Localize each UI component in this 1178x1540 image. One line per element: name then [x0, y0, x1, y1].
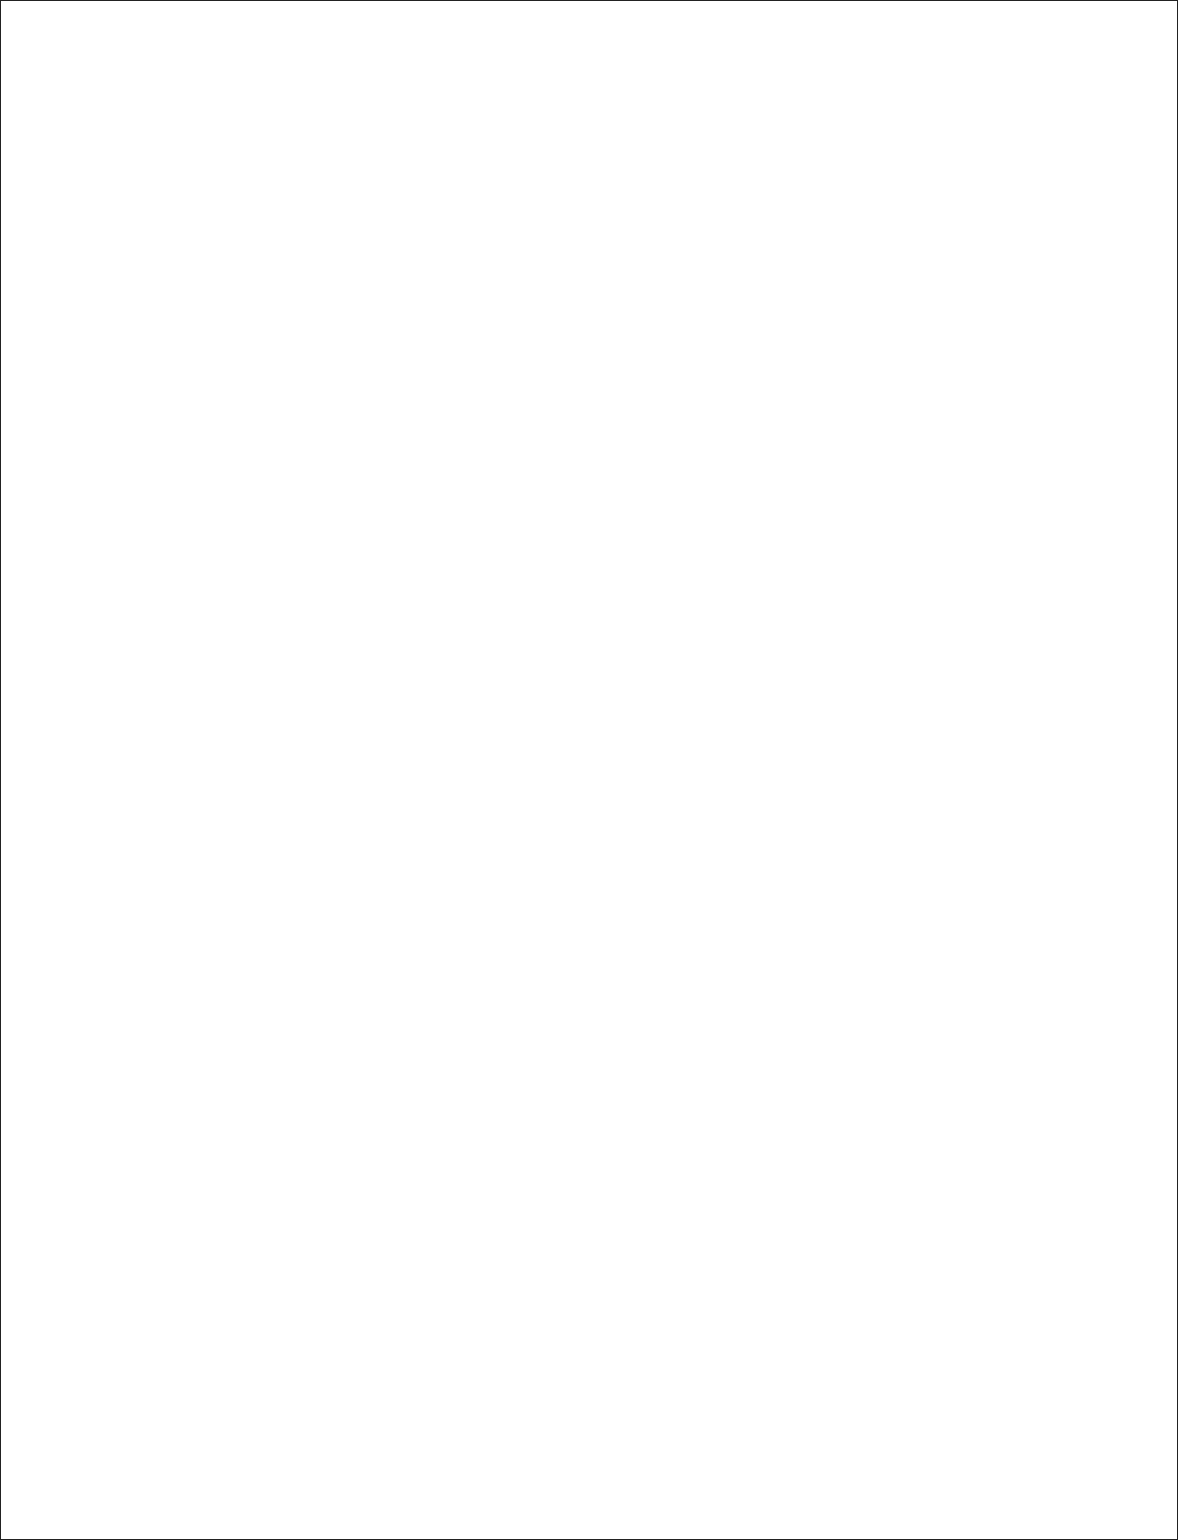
page-border: [1, 1, 1178, 1540]
section-separator: [494, 108, 1060, 142]
article-column-right: [494, 104, 1060, 142]
page-footer: [74, 1476, 84, 1491]
